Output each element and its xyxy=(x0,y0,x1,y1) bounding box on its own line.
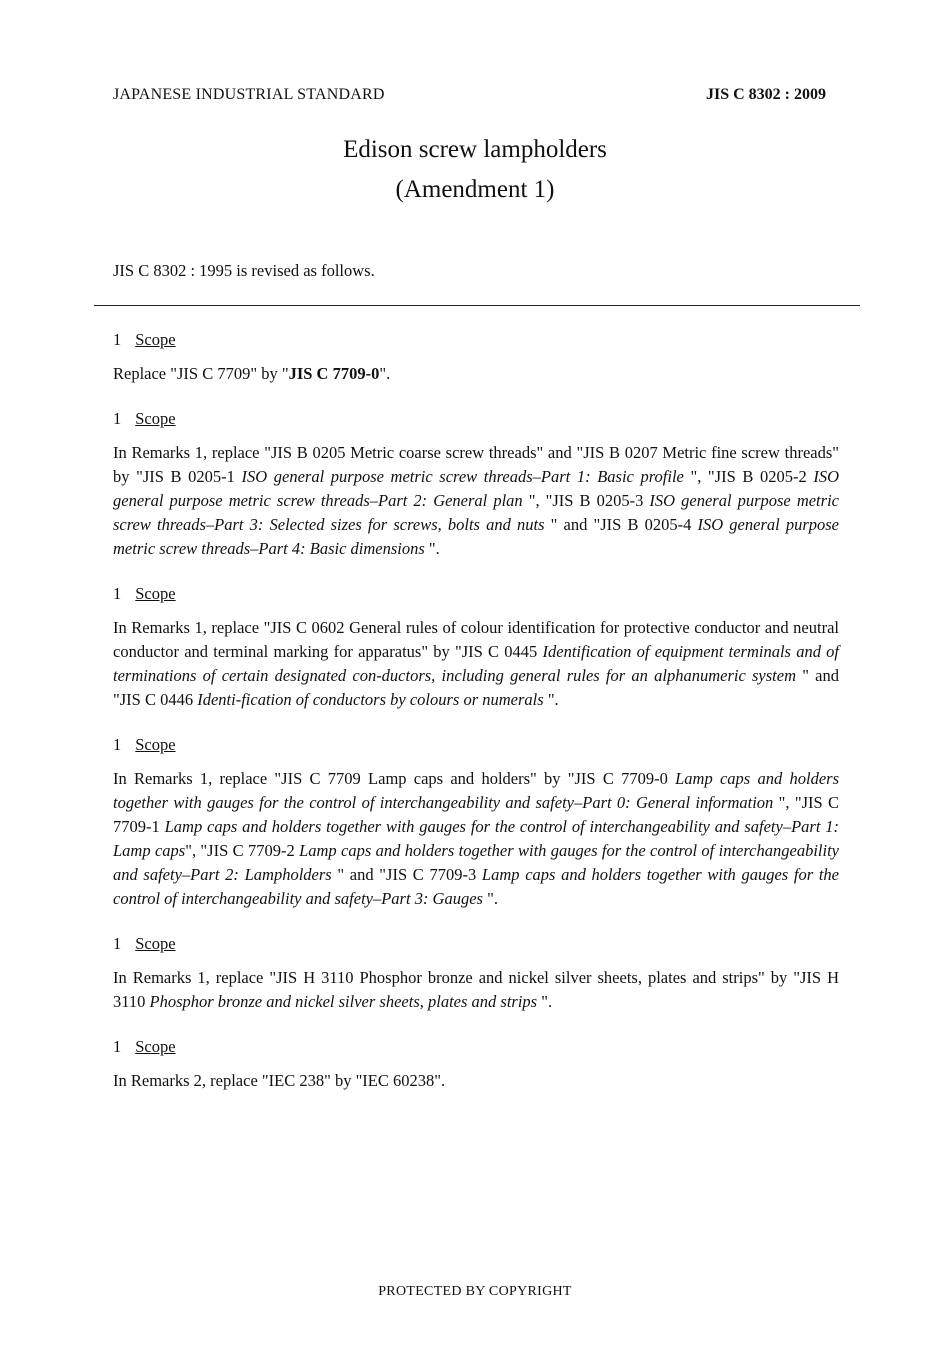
section-heading-label: Scope xyxy=(135,735,176,754)
section-heading xyxy=(113,1035,839,1059)
text-run: In Remarks 1, replace "JIS C 0602 General rules of colour identification for protective conductor and neutral conductor and terminal marking for apparatus" by "JIS C 0445 xyxy=(113,618,839,661)
copyright-footer: PROTECTED BY COPYRIGHT xyxy=(378,1284,572,1299)
text-run: ". xyxy=(482,889,498,908)
section-paragraph xyxy=(113,767,839,911)
text-run: ", "JIS B 0205-2 xyxy=(683,467,814,486)
document-subtitle: (Amendment 1) xyxy=(395,176,555,203)
document-title: Edison screw lampholders xyxy=(343,136,607,163)
section-heading-label: Scope xyxy=(135,584,176,603)
text-run: ". xyxy=(424,539,440,558)
section-number: 1 xyxy=(113,409,122,428)
text-run: " and "JIS B 0205-4 xyxy=(544,515,698,534)
document-body xyxy=(113,328,839,1093)
italic-title: Lamp caps and holders together with gauges for the control of interchangeability and safety–Part 2: Lampholders xyxy=(113,841,839,884)
text-run: " and "JIS C 0446 xyxy=(113,666,840,709)
text-run: In Remarks 1, replace "JIS H 3110 Phosphor bronze and nickel silver sheets, plates and strips" by "JIS H 3110 xyxy=(113,968,839,1011)
text-run: ". xyxy=(379,364,391,383)
text-run: ". xyxy=(537,992,553,1011)
text-run: ". xyxy=(543,690,559,709)
italic-title: ISO general purpose metric screw threads–Part 4: Basic dimensions xyxy=(113,515,840,558)
section xyxy=(113,407,839,561)
section-paragraph xyxy=(113,1069,839,1093)
section-number: 1 xyxy=(113,330,122,349)
text-run: ", "JIS B 0205-3 xyxy=(522,491,650,510)
revision-intro: JIS C 8302 : 1995 is revised as follows. xyxy=(113,261,375,280)
header-divider xyxy=(94,305,860,306)
section xyxy=(113,582,839,712)
text-run: ", "JIS C 7709-2 xyxy=(185,841,300,860)
italic-title: Lamp caps and holders together with gauges for the control of interchangeability and safety–Part 0: General information xyxy=(113,769,839,812)
text-run: In Remarks 2, replace "IEC 238" by "IEC 60238". xyxy=(113,1071,446,1090)
italic-title: ISO general purpose metric screw threads–Part 2: General plan xyxy=(113,467,839,510)
section-heading xyxy=(113,328,839,352)
section xyxy=(113,328,839,386)
section-paragraph xyxy=(113,616,839,712)
standard-number: JIS C 8302 : 2009 xyxy=(705,86,826,103)
text-run: Replace "JIS C 7709" by " xyxy=(113,364,289,383)
section-heading xyxy=(113,582,839,606)
italic-title: Identification of equipment terminals and of terminations of certain designated con-ductors, including general rules for an alphanumeric system xyxy=(113,642,840,685)
section-heading-label: Scope xyxy=(135,409,176,428)
italic-title: ISO general purpose metric screw threads–Part 3: Selected sizes for screws, bolts and nuts xyxy=(113,491,839,534)
section-number: 1 xyxy=(113,584,122,603)
text-run: In Remarks 1, replace "JIS B 0205 Metric coarse screw threads" and "JIS B 0207 Metric fine screw threads" by "JIS B 0205-1 xyxy=(113,443,839,486)
section xyxy=(113,733,839,911)
text-run: ", "JIS C 7709-1 xyxy=(113,793,839,836)
text-run: In Remarks 1, replace "JIS C 7709 Lamp caps and holders" by "JIS C 7709-0 xyxy=(113,769,676,788)
bold-reference: JIS C 7709-0 xyxy=(288,364,380,383)
section-paragraph xyxy=(113,362,839,386)
section-paragraph xyxy=(113,966,839,1014)
section-heading-label: Scope xyxy=(135,1037,176,1056)
section-heading-label: Scope xyxy=(135,330,176,349)
section xyxy=(113,1035,839,1093)
section-number: 1 xyxy=(113,735,122,754)
italic-title: ISO general purpose metric screw threads–Part 1: Basic profile xyxy=(241,467,684,486)
standard-label: JAPANESE INDUSTRIAL STANDARD xyxy=(113,86,385,103)
text-run: " and "JIS C 7709-3 xyxy=(331,865,482,884)
section-heading xyxy=(113,407,839,431)
italic-title: Lamp caps and holders together with gauges for the control of interchangeability and safety–Part 3: Gauges xyxy=(113,865,840,908)
section-heading-label: Scope xyxy=(135,934,176,953)
section-paragraph xyxy=(113,441,839,561)
section-number: 1 xyxy=(113,934,122,953)
italic-title: Lamp caps and holders together with gauges for the control of interchangeability and safety–Part 1: Lamp caps xyxy=(113,817,840,860)
italic-title: Phosphor bronze and nickel silver sheets, plates and strips xyxy=(149,992,538,1011)
italic-title: Identi-fication of conductors by colours or numerals xyxy=(197,690,544,709)
section xyxy=(113,932,839,1014)
section-heading xyxy=(113,733,839,757)
section-number: 1 xyxy=(113,1037,122,1056)
section-heading xyxy=(113,932,839,956)
